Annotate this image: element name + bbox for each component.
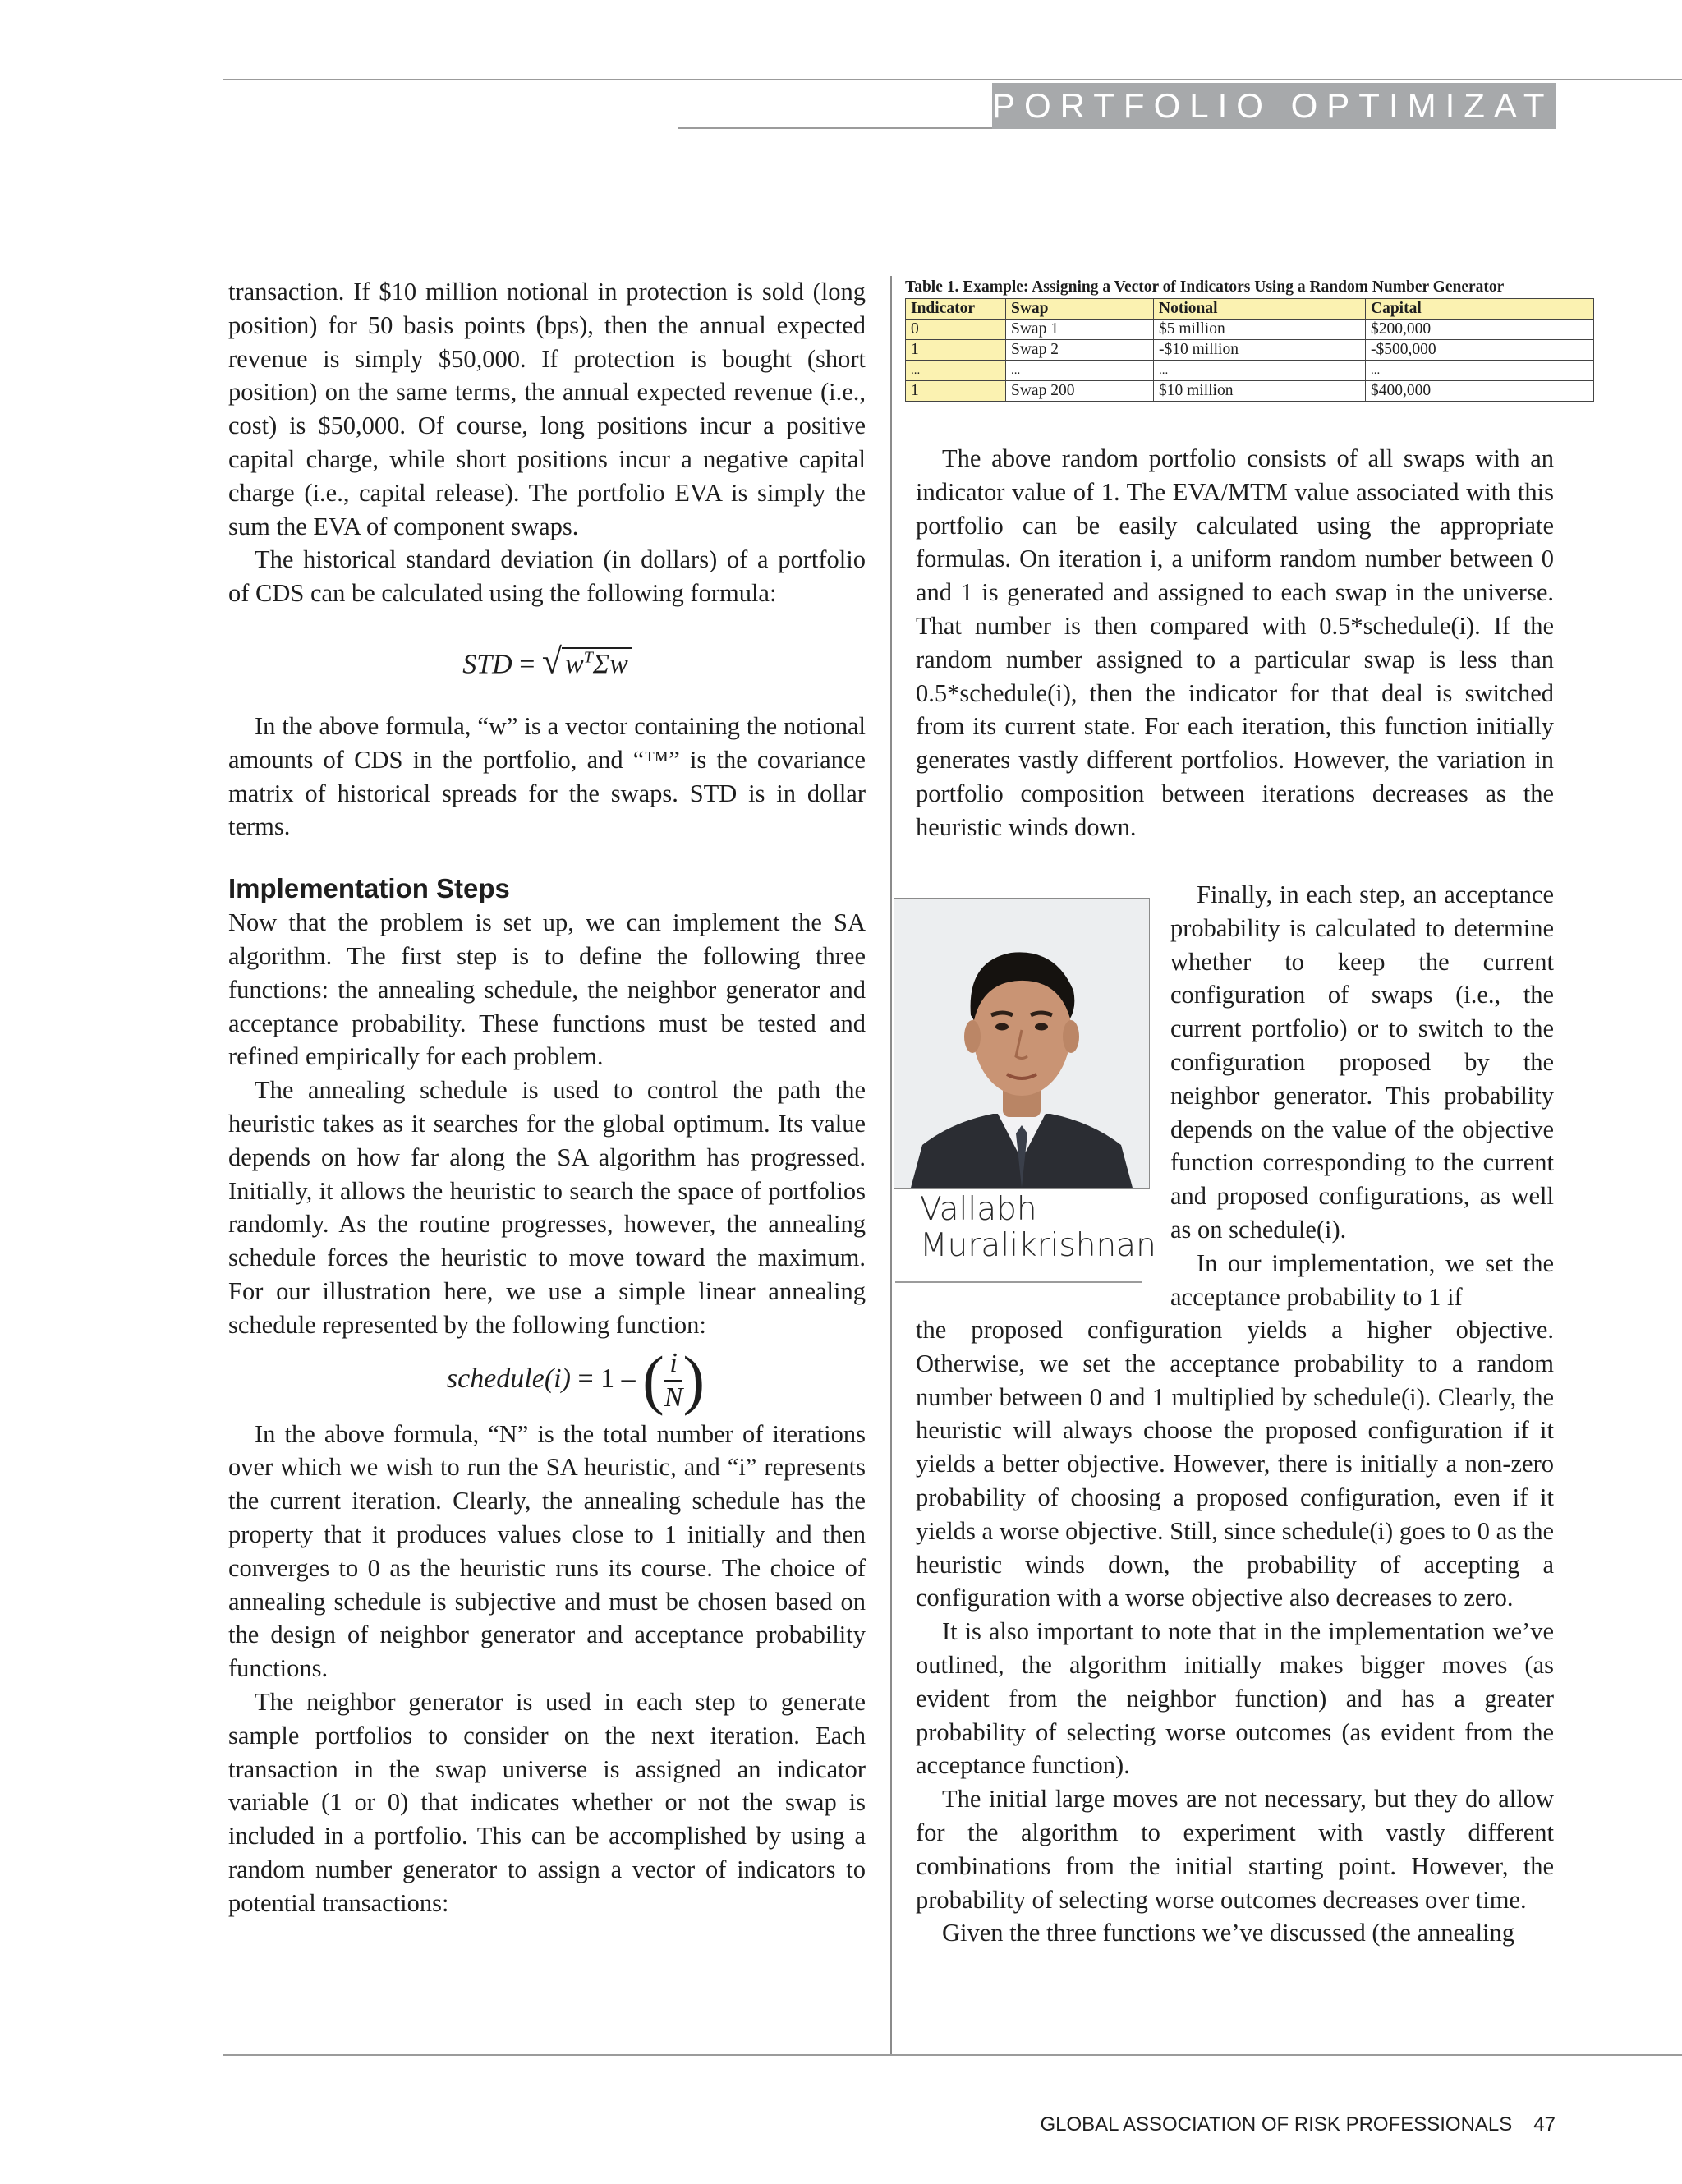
body-paragraph: Now that the problem is set up, we can implement the SA algorithm. The first step is to define the following three functions: the annealing schedule, the neighbor generator and acceptance probability. These functions must be tested and refined empirically for each problem. xyxy=(228,908,866,1071)
right-column-beside-photo xyxy=(1170,878,1554,1313)
table-header-row xyxy=(906,299,1594,320)
page-footer xyxy=(953,2113,1556,2136)
body-paragraph: It is also important to note that in the implementation we’ve outlined, the algorithm initially makes bigger moves (as evident from the neighbor function) and has a greater probability of selecting worse outcomes (as evident from the acceptance function). xyxy=(916,1617,1554,1780)
top-rule-short xyxy=(678,127,994,129)
right-column-top xyxy=(916,442,1554,844)
indicator-table xyxy=(905,278,1595,402)
section-title: PORTFOLIO OPTIMIZATION xyxy=(992,86,1643,125)
formula-equals-one-minus: = 1 – xyxy=(577,1363,636,1394)
body-paragraph: In our implementation, we set the acceptance probability to 1 if xyxy=(1170,1248,1554,1311)
table-cell: Swap 1 xyxy=(1006,320,1154,340)
table-cell: Swap 200 xyxy=(1006,381,1154,402)
body-paragraph: The historical standard deviation (in dollars) of a portfolio of CDS can be calculated using the following formula: xyxy=(228,545,866,608)
table-cell: 0 xyxy=(906,320,1006,340)
table-cell: 1 xyxy=(906,381,1006,402)
caption-rule xyxy=(895,1281,1142,1283)
formula-w: w xyxy=(565,649,584,680)
portrait-illustration xyxy=(894,899,1149,1188)
bottom-rule xyxy=(223,2054,1682,2056)
table-row xyxy=(906,381,1594,402)
column-divider xyxy=(890,276,892,2055)
left-column xyxy=(228,275,866,1920)
table-header-cell: Notional xyxy=(1154,299,1366,320)
body-paragraph: Given the three functions we’ve discussed (the annealing xyxy=(942,1919,1515,1947)
table-cell: $5 million xyxy=(1154,320,1366,340)
table-grid xyxy=(905,298,1594,402)
table-header-cell: Indicator xyxy=(906,299,1006,320)
table-cell: $200,000 xyxy=(1366,320,1594,340)
table-caption: Table 1. Example: Assigning a Vector of Indicators Using a Random Number Generator xyxy=(905,278,1505,296)
std-formula xyxy=(228,641,866,682)
table-cell: ... xyxy=(1154,361,1366,381)
formula-sigma-w: Σw xyxy=(592,649,628,680)
right-paren: ) xyxy=(682,1344,705,1417)
body-paragraph: The annealing schedule is used to control the path the heuristic takes as it searches for the global optimum. Its value depends on how far along the SA algorithm has progressed. Initially, it allows the heuristic to search the space of portfolios randomly. As the routine progresses, however, the annealing schedule forces the heuristic to move toward the maximum. For our illustration here, we use a simple linear annealing schedule represented by the following function: xyxy=(228,1076,866,1339)
table-row xyxy=(906,361,1594,381)
body-paragraph: the proposed configuration yields a higher objective. Otherwise, we set the acceptance probability to a random number between 0 and 1 multiplied by schedule(i). Clearly, the heuristic will always choose the proposed configuration if it yields a better objective. However, there is initially a non-zero probability of choosing a proposed configuration, even if it yields a worse objective. Still, since schedule(i) goes to 0 as the heuristic winds down, the probability of accepting a configuration with a worse objective also decreases to zero. xyxy=(916,1316,1554,1612)
table-cell: $400,000 xyxy=(1366,381,1594,402)
body-paragraph: The neighbor generator is used in each step to generate sample portfolios to consider on the next iteration. Each transaction in the swap universe is assigned an indicator variable (1 or 0) that indicates whether or not the swap is included in a portfolio. This can be accomplished by using a random number generator to assign a vector of indicators to potential transactions: xyxy=(228,1688,866,1917)
body-paragraph: transaction. If $10 million notional in protection is sold (long position) for 50 basis points (bps), then the annual expected revenue is simply $50,000. If protection is bought (short position) on the same terms, the annual expected revenue (i.e., cost) is $50,000. Of course, long positions incur a positive capital charge, while short positions incur a negative capital charge (i.e., capital release). The portfolio EVA is simply the sum the EVA of component swaps. xyxy=(228,278,866,540)
body-paragraph: In the above formula, “w” is a vector containing the notional amounts of CDS in the portfolio, and “™” is the covariance matrix of historical spreads for the swaps. STD is in dollar terms. xyxy=(228,712,866,841)
fraction-denominator: N xyxy=(664,1382,683,1413)
formula-lhs: STD xyxy=(462,649,512,680)
table-cell: -$500,000 xyxy=(1366,340,1594,361)
section-heading: Implementation Steps xyxy=(228,873,510,904)
left-paren: ( xyxy=(642,1344,664,1417)
formula-lhs: schedule(i) xyxy=(446,1363,571,1394)
section-header-band xyxy=(992,83,1643,129)
author-caption xyxy=(920,1192,1166,1264)
page-number: 47 xyxy=(1533,2113,1556,2136)
body-paragraph: Finally, in each step, an acceptance probability is calculated to determine whether to keep the current configuration of swaps (i.e., the current portfolio) or to switch to the configuration proposed by the neighbor generator. This probability depends on the value of the objective function corresponding to the current and proposed configurations, as well as on schedule(i). xyxy=(1170,880,1554,1244)
table-row xyxy=(906,340,1594,361)
footer-organization: GLOBAL ASSOCIATION OF RISK PROFESSIONALS xyxy=(1040,2113,1513,2136)
author-last-name: Muralikrishnan xyxy=(920,1227,1156,1264)
table-cell: Swap 2 xyxy=(1006,340,1154,361)
author-photo xyxy=(894,898,1150,1189)
table-header-cell: Capital xyxy=(1366,299,1594,320)
right-column-bottom xyxy=(916,1313,1554,1950)
table-header-cell: Swap xyxy=(1006,299,1154,320)
author-first-name: Vallabh xyxy=(920,1191,1037,1228)
body-paragraph: The initial large moves are not necessary, but they do allow for the algorithm to experiment with vastly different combinations from the initial starting point. However, the probability of selecting worse outcomes decreases over time. xyxy=(916,1785,1554,1914)
schedule-formula xyxy=(286,1344,866,1417)
table-cell: ... xyxy=(906,361,1006,381)
formula-equals: = xyxy=(519,649,535,680)
table-cell: -$10 million xyxy=(1154,340,1366,361)
table-cell: ... xyxy=(1366,361,1594,381)
sqrt-symbol: √ xyxy=(541,641,563,682)
table-cell: $10 million xyxy=(1154,381,1366,402)
table-cell: ... xyxy=(1006,361,1154,381)
table-cell: 1 xyxy=(906,340,1006,361)
table-row xyxy=(906,320,1594,340)
body-paragraph: In the above formula, “N” is the total number of iterations over which we wish to run the SA heuristic, and “i” represents the current iteration. Clearly, the annealing schedule has the property that it produces values close to 1 initially and then converges to 0 as the heuristic runs its course. The choice of annealing schedule is subjective and must be chosen based on the design of neighbor generator and acceptance probability functions. xyxy=(228,1419,866,1683)
body-paragraph: The above random portfolio consists of all swaps with an indicator value of 1. The EVA/MTM value associated with this portfolio can be easily calculated using the appropriate formulas. On iteration i, a uniform random number between 0 and 1 is generated and assigned to each swap in the universe. That number is then compared with 0.5*schedule(i). If the random number assigned to a particular swap is less than 0.5*schedule(i), then the indicator for that deal is switched from its current state. For each iteration, this function initially generates vastly different portfolios. However, the variation in portfolio composition between iterations decreases as the heuristic winds down. xyxy=(916,444,1554,841)
top-rule-full xyxy=(223,79,1682,80)
formula-transpose: T xyxy=(583,648,593,667)
sqrt-body xyxy=(562,647,632,679)
fraction-numerator: i xyxy=(664,1347,683,1382)
fraction xyxy=(664,1347,683,1414)
